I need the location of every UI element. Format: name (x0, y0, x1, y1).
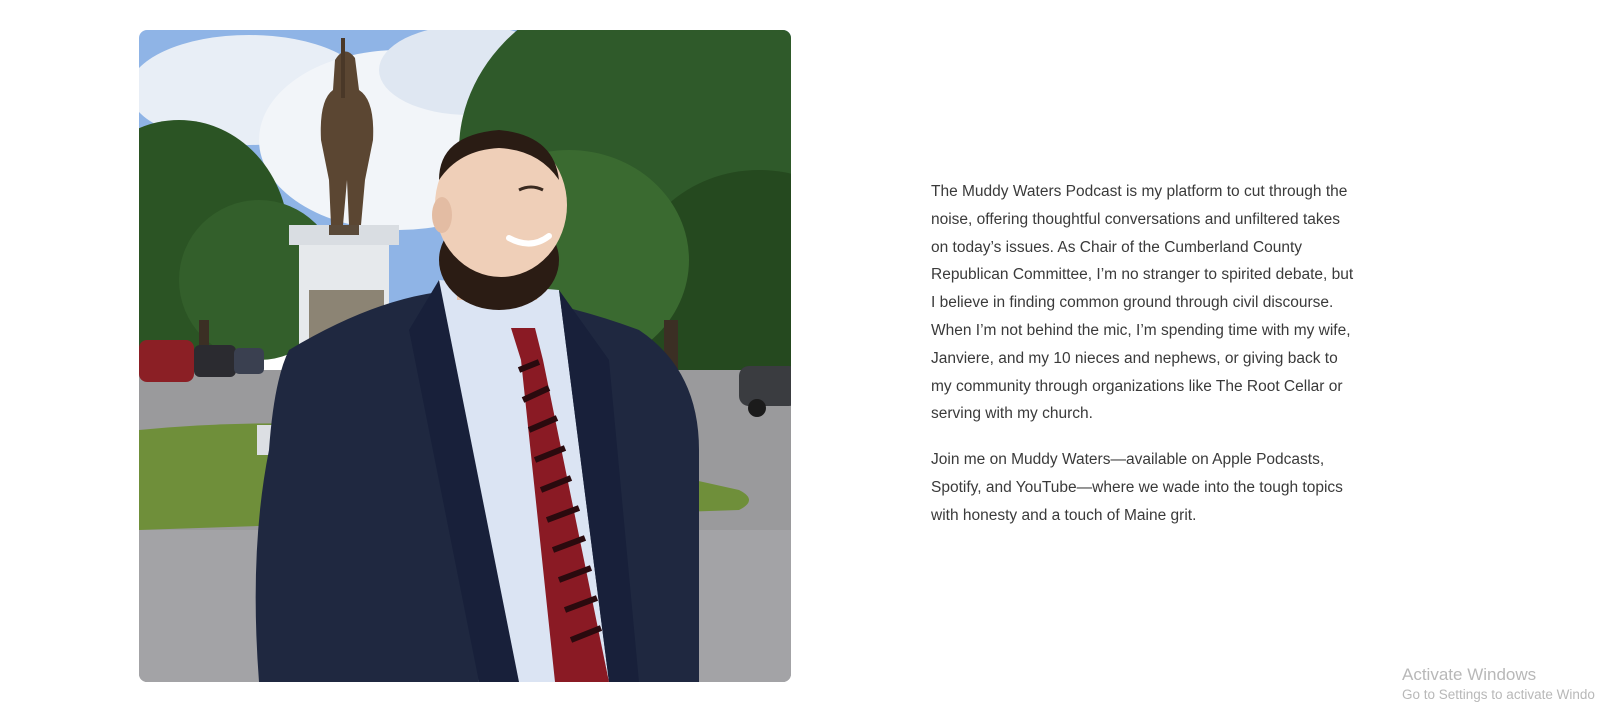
profile-photo (139, 30, 791, 682)
bio-paragraph-1: The Muddy Waters Podcast is my platform to cut through the noise, offering thoughtful conversations and unfiltered takes on today’s issues. As Chair of the Cumberland County Republican Committee, I’m no stranger to spirited debate, but I believe in finding common ground through civil discourse. When I’m not behind the mic, I’m spending time with my wife, Janviere, and my 10 nieces and nephews, or giving back to my community through organizations like The Root Cellar or serving with my church. (931, 183, 1354, 423)
bio-text (931, 178, 1361, 548)
watermark-title: Activate Windows (1402, 665, 1537, 684)
photo-statue-rifle (341, 38, 345, 98)
watermark-subtitle: Go to Settings to activate Windo (1402, 687, 1595, 702)
activate-windows-watermark (1402, 664, 1595, 704)
bio-paragraph-2: Join me on Muddy Waters—available on Apple Podcasts, Spotify, and YouTube—where we wade into the tough topics with honesty and a touch of Maine grit. (931, 451, 1343, 524)
photo-car (234, 348, 264, 374)
photo-car (194, 345, 236, 377)
photo-illustration (139, 30, 791, 682)
photo-car-wheel (748, 399, 766, 417)
photo-statue-base (329, 225, 359, 235)
photo-car (139, 340, 194, 382)
photo-car (739, 366, 791, 406)
photo-ear (432, 197, 452, 233)
